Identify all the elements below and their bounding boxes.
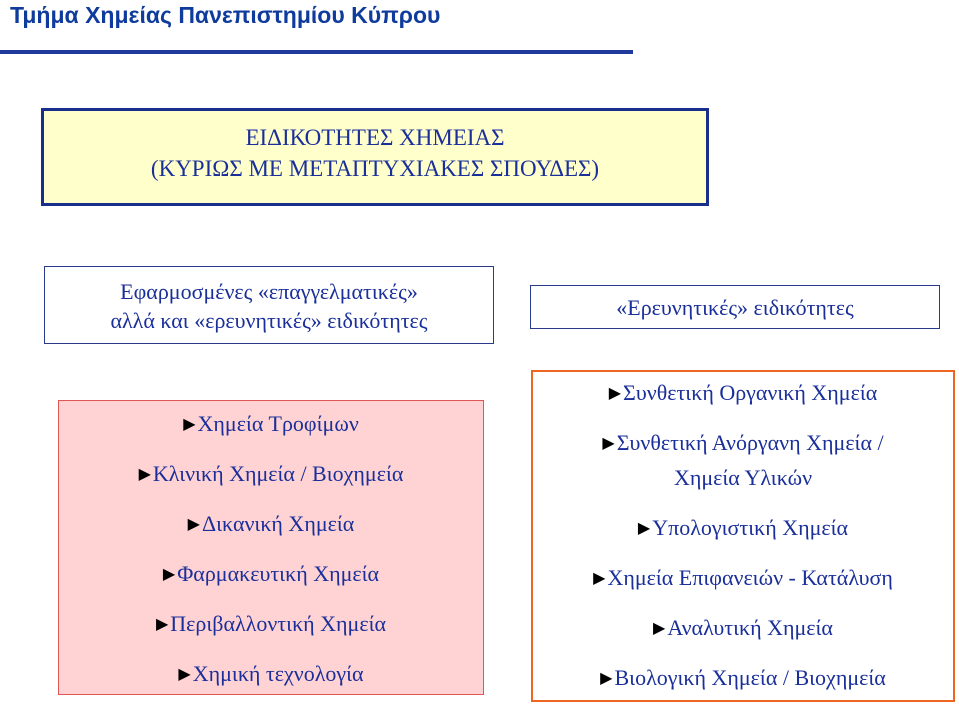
list-item: ▶Περιβαλλοντική Χημεία [155, 611, 387, 636]
triangle-right-icon: ▶ [608, 385, 622, 402]
triangle-right-icon: ▶ [653, 620, 666, 637]
list-item: ▶Υπολογιστική Χημεία [637, 515, 849, 540]
list-item: ▶Συνθετική Ανόργανη Χημεία / [602, 430, 884, 455]
research-label-text: «Ερευνητικές» ειδικότητες [616, 295, 854, 320]
list-item: ▶Συνθετική Οργανική Χημεία [608, 380, 878, 405]
applied-label-line-2: αλλά και «ερευνητικές» ειδικότητες [110, 308, 428, 333]
triangle-right-icon: ▶ [187, 516, 200, 533]
applied-label-line-1: Εφαρμοσμένες «επαγγελματικές» [120, 279, 418, 304]
list-item: ▶Χημεία Επιφανειών - Κατάλυση [593, 565, 893, 590]
list-item: ▶Χημική τεχνολογία [178, 661, 364, 686]
list-item: ▶Φαρμακευτική Χημεία [162, 561, 380, 586]
triangle-right-icon: ▶ [178, 666, 191, 683]
applied-specializations-list [58, 400, 484, 695]
triangle-right-icon: ▶ [602, 435, 615, 452]
research-specializations-label [530, 285, 940, 329]
triangle-right-icon: ▶ [600, 670, 613, 687]
header-divider [0, 50, 633, 54]
list-item: ▶Κλινική Χημεία / Βιοχημεία [138, 461, 404, 486]
triangle-right-icon: ▶ [162, 566, 176, 583]
triangle-right-icon: ▶ [183, 416, 196, 433]
list-item: ▶Αναλυτική Χημεία [653, 615, 833, 640]
title-line-1: ΕΙΔΙΚΟΤΗΤΕΣ ΧΗΜΕΙΑΣ [245, 125, 505, 150]
list-item: ▶Βιολογική Χημεία / Βιοχημεία [600, 665, 886, 690]
list-item-continuation: Χημεία Υλικών [673, 465, 813, 490]
specializations-title-box [41, 108, 709, 206]
triangle-right-icon: ▶ [138, 466, 151, 483]
triangle-right-icon: ▶ [637, 520, 651, 537]
list-item: ▶Δικανική Χημεία [187, 511, 355, 536]
title-line-2: (ΚΥΡΙΩΣ ΜΕ ΜΕΤΑΠΤΥΧΙΑΚΕΣ ΣΠΟΥΔΕΣ) [150, 156, 600, 181]
triangle-right-icon: ▶ [155, 616, 169, 633]
page-title: Τμήμα Χημείας Πανεπιστημίου Κύπρου [10, 2, 441, 28]
research-specializations-list [531, 370, 955, 702]
list-item: ▶Χημεία Τροφίμων [183, 411, 359, 436]
applied-specializations-label [44, 266, 494, 344]
triangle-right-icon: ▶ [593, 570, 606, 587]
